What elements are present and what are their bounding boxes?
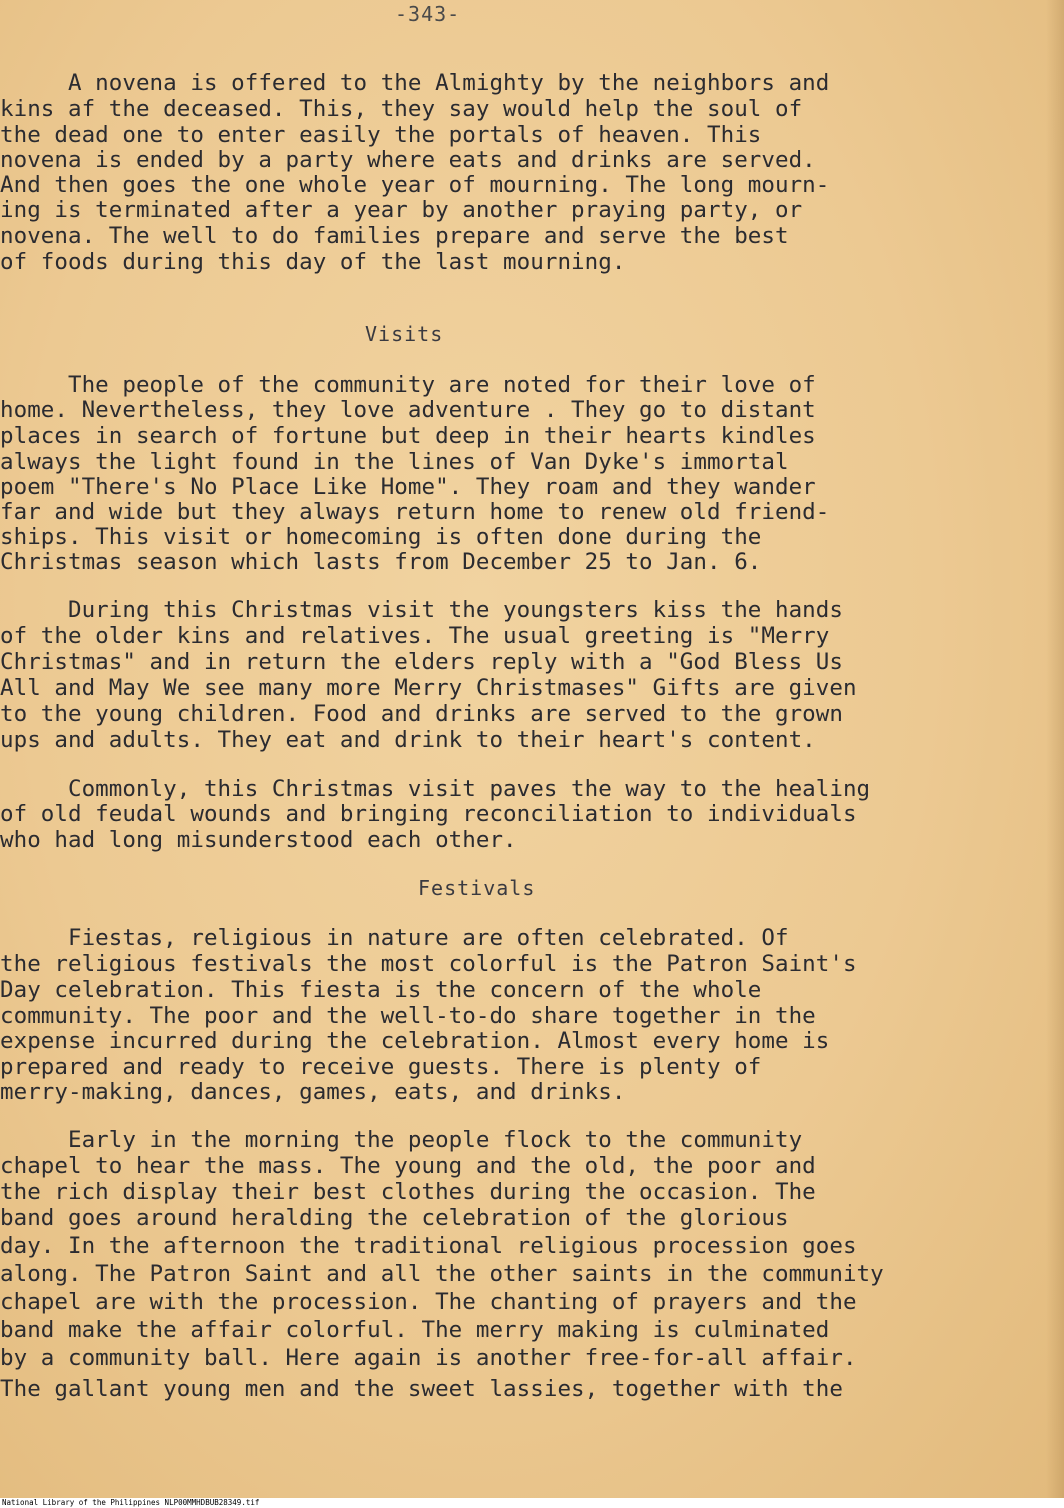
para3-line: All and May We see many more Merry Christmases" Gifts are given bbox=[0, 675, 857, 701]
para2-line: home. Nevertheless, they love adventure . They go to distant bbox=[0, 397, 816, 423]
para5-line: merry-making, dances, games, eats, and drinks. bbox=[0, 1079, 626, 1105]
para5-line: Fiestas, religious in nature are often celebrated. Of bbox=[0, 925, 789, 951]
para5-line: the religious festivals the most colorful is the Patron Saint's bbox=[0, 951, 857, 977]
para6-line: day. In the afternoon the traditional religious procession goes bbox=[0, 1233, 857, 1259]
para2-line: ships. This visit or homecoming is often done during the bbox=[0, 524, 762, 550]
para1-line: A novena is offered to the Almighty by the neighbors and bbox=[0, 70, 830, 96]
para6-line: The gallant young men and the sweet lassies, together with the bbox=[0, 1376, 843, 1402]
para4-line: Commonly, this Christmas visit paves the way to the healing bbox=[0, 776, 871, 802]
page-number: -343- bbox=[395, 2, 461, 26]
para3-line: of the older kins and relatives. The usual greeting is "Merry bbox=[0, 623, 830, 649]
para2-line: poem "There's No Place Like Home". They roam and they wander bbox=[0, 474, 816, 500]
para5-line: community. The poor and the well-to-do share together in the bbox=[0, 1003, 816, 1029]
para6-line: the rich display their best clothes during the occasion. The bbox=[0, 1179, 816, 1205]
scan-footer bbox=[0, 1498, 1064, 1508]
para3-line: to the young children. Food and drinks are served to the grown bbox=[0, 701, 843, 727]
para6-line: along. The Patron Saint and all the other saints in the community bbox=[0, 1261, 884, 1287]
para1-line: the dead one to enter easily the portals of heaven. This bbox=[0, 122, 762, 148]
para2-line: The people of the community are noted for their love of bbox=[0, 372, 816, 398]
para1-line: ing is terminated after a year by another praying party, or bbox=[0, 197, 803, 223]
para4-line: of old feudal wounds and bringing reconciliation to individuals bbox=[0, 801, 857, 827]
para6-line: chapel to hear the mass. The young and the old, the poor and bbox=[0, 1153, 816, 1179]
para2-line: Christmas season which lasts from December 25 to Jan. 6. bbox=[0, 549, 762, 575]
para1-line: kins af the deceased. This, they say would help the soul of bbox=[0, 96, 803, 122]
para5-line: Day celebration. This fiesta is the concern of the whole bbox=[0, 977, 762, 1003]
para5-line: prepared and ready to receive guests. There is plenty of bbox=[0, 1054, 762, 1080]
heading-visits: Visits bbox=[365, 322, 444, 346]
para2-line: places in search of fortune but deep in their hearts kindles bbox=[0, 423, 816, 449]
para3-line: ups and adults. They eat and drink to their heart's content. bbox=[0, 727, 816, 753]
para5-line: expense incurred during the celebration. Almost every home is bbox=[0, 1028, 830, 1054]
para2-line: far and wide but they always return home to renew old friend- bbox=[0, 499, 830, 525]
para3-line: Christmas" and in return the elders reply with a "God Bless Us bbox=[0, 649, 843, 675]
para6-line: Early in the morning the people flock to the community bbox=[0, 1127, 803, 1153]
heading-festivals: Festivals bbox=[418, 876, 536, 900]
para6-line: by a community ball. Here again is another free-for-all affair. bbox=[0, 1345, 857, 1371]
para2-line: always the light found in the lines of Van Dyke's immortal bbox=[0, 449, 789, 475]
para1-line: of foods during this day of the last mourning. bbox=[0, 249, 626, 275]
para6-line: band goes around heralding the celebration of the glorious bbox=[0, 1205, 789, 1231]
para6-line: chapel are with the procession. The chanting of prayers and the bbox=[0, 1289, 857, 1315]
para1-line: And then goes the one whole year of mourning. The long mourn- bbox=[0, 172, 830, 198]
para6-line: band make the affair colorful. The merry making is culminated bbox=[0, 1317, 830, 1343]
para3-line: During this Christmas visit the youngsters kiss the hands bbox=[0, 597, 843, 623]
para1-line: novena. The well to do families prepare and serve the best bbox=[0, 223, 789, 249]
para4-line: who had long misunderstood each other. bbox=[0, 827, 517, 853]
para1-line: novena is ended by a party where eats and drinks are served. bbox=[0, 147, 816, 173]
footer-caption: National Library of the Philippines NLP00MMHDBUB28349.tif bbox=[2, 1498, 260, 1507]
